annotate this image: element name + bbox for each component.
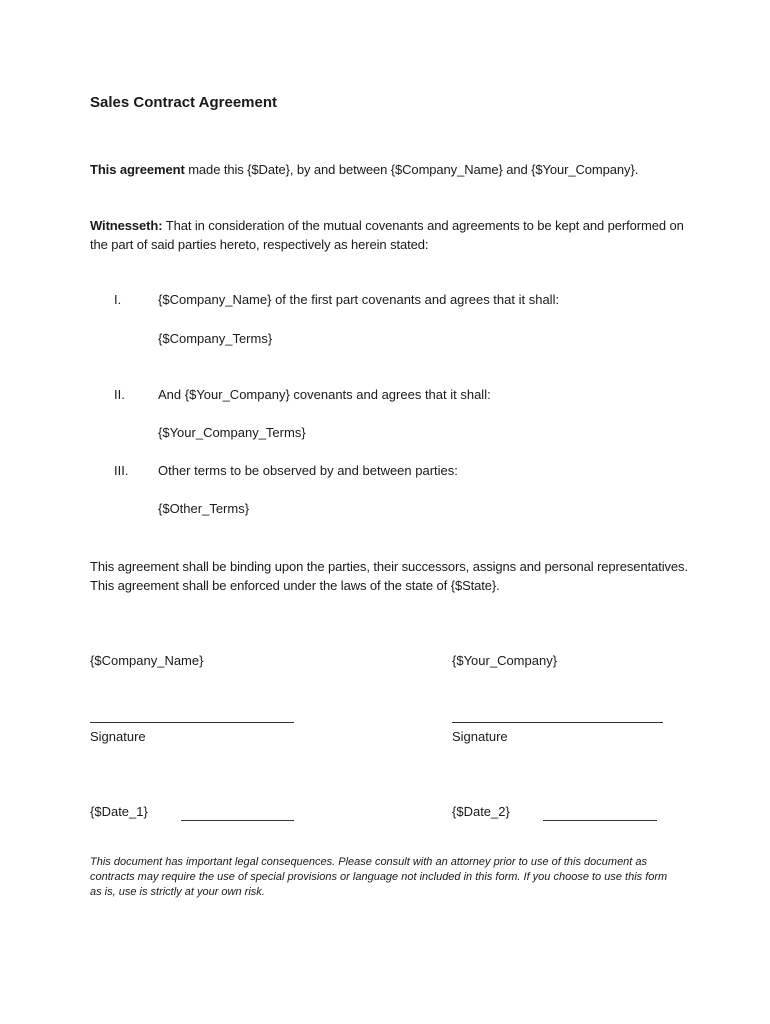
item-2-number: II. bbox=[114, 387, 125, 402]
right-signature-label: Signature bbox=[452, 729, 508, 744]
legal-disclaimer: This document has important legal consequences. Please consult with an attorney prior to use of this document as contracts may require the use of special provisions or language not included in this form. If you choose to use this form as is, use is strictly at your own risk. bbox=[90, 856, 668, 898]
document-title: Sales Contract Agreement bbox=[90, 94, 278, 111]
witness-paragraph bbox=[90, 216, 690, 254]
item-3-text: Other terms to be observed by and between parties: bbox=[158, 463, 458, 478]
witness-text: That in consideration of the mutual covenants and agreements to be kept and performed on the part of said parties hereto, respectively as herein stated: bbox=[90, 218, 684, 252]
left-date: {$Date_1} bbox=[90, 804, 148, 819]
intro-text: made this {$Date}, by and between {$Company_Name} and {$Your_Company}. bbox=[184, 162, 639, 177]
witness-lead: Witnesseth: bbox=[90, 218, 163, 233]
right-party-name: {$Your_Company} bbox=[452, 653, 558, 668]
item-3-terms: {$Other_Terms} bbox=[158, 501, 250, 516]
left-signature-label: Signature bbox=[90, 729, 146, 744]
left-party-name: {$Company_Name} bbox=[90, 653, 204, 668]
item-1-number: I. bbox=[114, 292, 122, 307]
left-date-line bbox=[181, 820, 294, 821]
intro-lead: This agreement bbox=[90, 162, 185, 177]
right-date: {$Date_2} bbox=[452, 804, 510, 819]
item-1-text: {$Company_Name} of the first part covenants and agrees that it shall: bbox=[158, 292, 560, 307]
item-2-terms: {$Your_Company_Terms} bbox=[158, 425, 306, 440]
intro-paragraph bbox=[90, 160, 690, 179]
item-1-terms: {$Company_Terms} bbox=[158, 331, 273, 346]
binding-paragraph: This agreement shall be binding upon the parties, their successors, assigns and personal representatives. This agreement shall be enforced under the laws of the state of {$State}. bbox=[90, 559, 688, 593]
item-2-text: And {$Your_Company} covenants and agrees that it shall: bbox=[158, 387, 491, 402]
left-signature-line bbox=[90, 722, 294, 723]
right-date-line bbox=[543, 820, 657, 821]
right-signature-line bbox=[452, 722, 663, 723]
item-3-number: III. bbox=[114, 463, 129, 478]
